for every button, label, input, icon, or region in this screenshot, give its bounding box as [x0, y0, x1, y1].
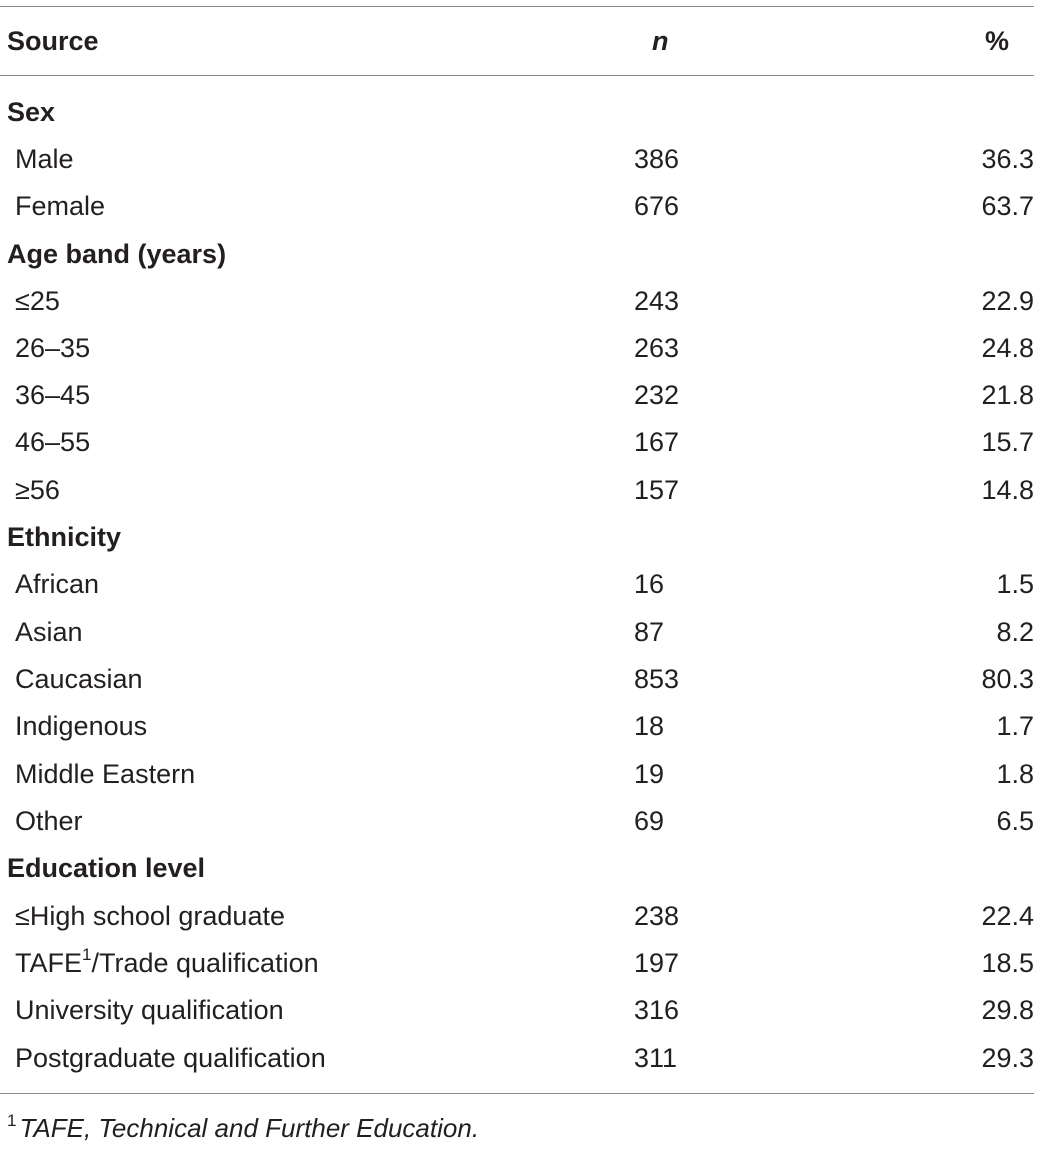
row-n: 232: [634, 380, 680, 410]
row-n: 243: [634, 286, 680, 316]
table-bottom-rule: [0, 1093, 1034, 1094]
table-header-rule: [0, 75, 1034, 76]
row-n: 238: [634, 901, 680, 931]
row-n: 263: [634, 333, 680, 363]
section-title: Ethnicity: [7, 522, 122, 552]
row-n: 386: [634, 144, 680, 174]
footnote-text: TAFE, Technical and Further Education.: [19, 1113, 480, 1143]
section-title: Education level: [7, 853, 206, 883]
section-title: Age band (years): [7, 239, 227, 269]
table-row: [0, 183, 1040, 230]
row-percent: 14.8: [981, 475, 1034, 505]
row-percent: 22.4: [981, 901, 1034, 931]
row-label: African: [15, 569, 100, 599]
row-label: Indigenous: [15, 711, 148, 741]
table-row: [0, 372, 1040, 419]
row-label: Other: [15, 806, 83, 836]
row-label: [15, 940, 319, 987]
table-row: [0, 467, 1040, 514]
row-n: 197: [634, 948, 680, 978]
table-row: [0, 609, 1040, 656]
row-n: 19: [634, 759, 665, 789]
table-footnote: [7, 1108, 479, 1152]
row-percent: 15.7: [981, 427, 1034, 457]
table-row: [0, 561, 1040, 608]
footnote-ref: 1: [82, 945, 92, 964]
row-n: 69: [634, 806, 665, 836]
row-percent: 21.8: [981, 380, 1034, 410]
row-n: 18: [634, 711, 665, 741]
row-label: ≤High school graduate: [15, 901, 285, 931]
section-title: Sex: [7, 97, 56, 127]
row-label: ≤25: [15, 286, 60, 316]
row-n: 316: [634, 995, 680, 1025]
table-row: [0, 419, 1040, 466]
row-label-abbrev: TAFE: [15, 948, 82, 978]
row-label: Asian: [15, 617, 83, 647]
row-label: 46–55: [15, 427, 91, 457]
table-row: [0, 136, 1040, 183]
section-heading-education-level: [0, 845, 1040, 892]
row-label: University qualification: [15, 995, 284, 1025]
row-percent: 80.3: [981, 664, 1034, 694]
row-label: Male: [15, 144, 74, 174]
row-percent: 29.3: [981, 1043, 1034, 1073]
row-n: 157: [634, 475, 680, 505]
row-label: 36–45: [15, 380, 91, 410]
row-label: Middle Eastern: [15, 759, 196, 789]
row-label: Female: [15, 191, 106, 221]
row-percent: 18.5: [981, 948, 1034, 978]
table-row: [0, 987, 1040, 1034]
row-n: 16: [634, 569, 665, 599]
table-row: [0, 893, 1040, 940]
row-percent: 8.2: [996, 617, 1034, 647]
row-percent: 6.5: [996, 806, 1034, 836]
row-percent: 29.8: [981, 995, 1034, 1025]
row-percent: 1.8: [996, 759, 1034, 789]
table-row: [0, 798, 1040, 845]
row-percent: 1.7: [996, 711, 1034, 741]
row-percent: 24.8: [981, 333, 1034, 363]
section-heading-age-band: [0, 231, 1040, 278]
row-label: ≥56: [15, 475, 60, 505]
row-percent: 1.5: [996, 569, 1034, 599]
table-row: [0, 751, 1040, 798]
table-row: [0, 1035, 1040, 1082]
row-label-rest: /Trade qualification: [91, 948, 319, 978]
table-row: [0, 940, 1040, 987]
row-n: 311: [634, 1043, 678, 1073]
table-header-row: [0, 18, 1040, 65]
row-percent: 36.3: [981, 144, 1034, 174]
row-n: 167: [634, 427, 680, 457]
header-percent: %: [984, 26, 1009, 56]
header-n: n: [652, 26, 669, 56]
row-percent: 22.9: [981, 286, 1034, 316]
row-label: 26–35: [15, 333, 91, 363]
section-heading-ethnicity: [0, 514, 1040, 561]
row-label: Postgraduate qualification: [15, 1043, 326, 1073]
footnote-mark: 1: [7, 1111, 17, 1130]
table-row: [0, 656, 1040, 703]
row-percent: 63.7: [981, 191, 1034, 221]
row-n: 87: [634, 617, 665, 647]
table-top-rule: [0, 6, 1034, 7]
row-n: 676: [634, 191, 680, 221]
table-row: [0, 278, 1040, 325]
row-n: 853: [634, 664, 680, 694]
header-source: Source: [7, 26, 99, 56]
table-row: [0, 703, 1040, 750]
row-label: Caucasian: [15, 664, 143, 694]
section-heading-sex: [0, 89, 1040, 136]
table-row: [0, 325, 1040, 372]
